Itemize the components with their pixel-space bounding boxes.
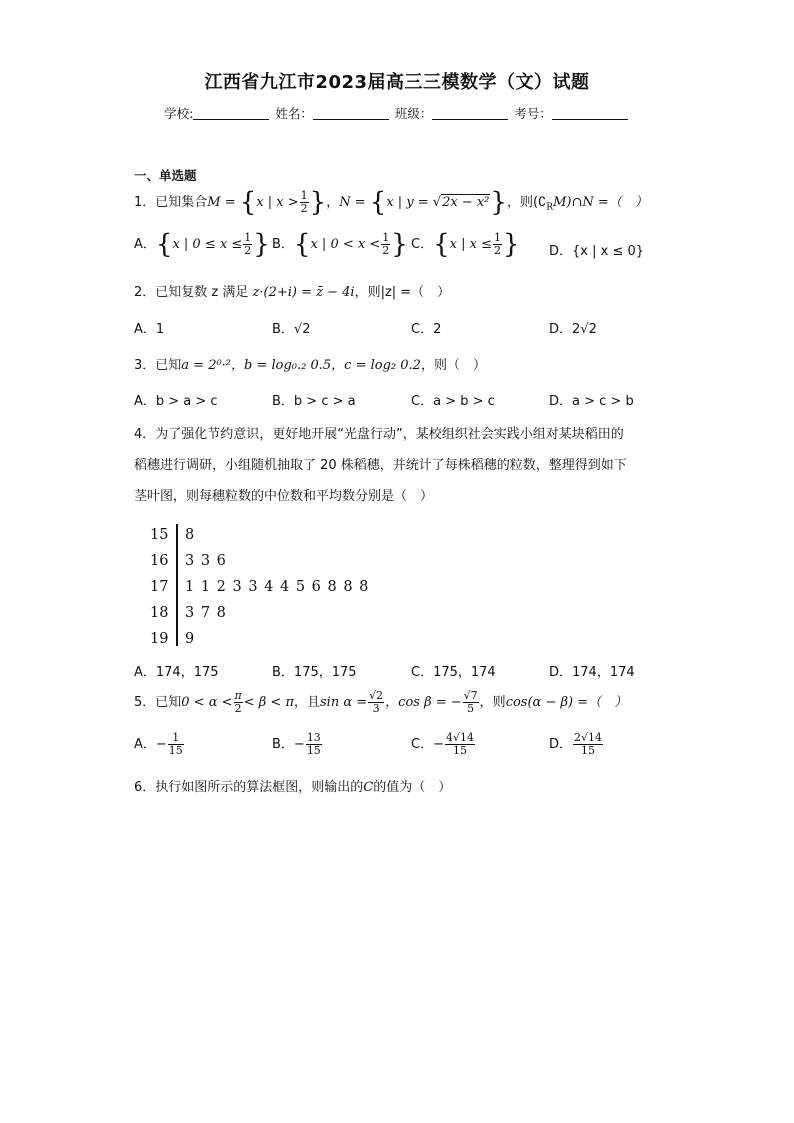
school-blank[interactable] xyxy=(193,107,269,120)
exam-number-label: 考号： xyxy=(514,106,552,121)
q4-option-d[interactable]: D．174，174 xyxy=(549,665,635,680)
q4-option-a[interactable]: A．174，175 xyxy=(134,665,219,680)
question-4-line-2: 稻穗进行调研，小组随机抽取了 20 株稻穗，并统计了每株稻穗的粒数，整理得到如下 xyxy=(134,458,627,473)
q5-option-b[interactable]: B．− $\frac{13}{15}$ xyxy=(272,731,321,757)
question-6: 6．执行如图所示的算法框图，则输出的C的值为（ ） xyxy=(134,780,452,795)
question-2: 2．已知复数 z 满足 z·(2+i) = z̄ − 4i，则|z| =（ ） xyxy=(134,285,451,300)
stem-row: 16 3 3 6 xyxy=(150,553,227,569)
q3-option-a[interactable]: A．b > a > c xyxy=(134,394,218,409)
q3-option-d[interactable]: D．a > c > b xyxy=(549,394,634,409)
stem-row: 19 9 xyxy=(150,631,196,647)
q5-option-c[interactable]: C．− $\frac{4√14}{15}$ xyxy=(411,731,474,757)
q5-option-d[interactable]: D． $\frac{2√14}{15}$ xyxy=(549,731,603,757)
stem-row: 18 3 7 8 xyxy=(150,605,227,621)
question-4-line-1: 4．为了强化节约意识，更好地开展“光盘行动”，某校组织社会实践小组对某块稻田的 xyxy=(134,427,624,442)
q3-option-b[interactable]: B．b > c > a xyxy=(272,394,356,409)
stem-leaf-divider xyxy=(176,524,178,646)
q2-option-a[interactable]: A．1 xyxy=(134,322,165,337)
stem-row: 15 8 xyxy=(150,527,196,543)
q5-option-a[interactable]: A．− $\frac{1}{15}$ xyxy=(134,731,183,757)
question-4-line-3: 茎叶图，则每穗粒数的中位数和平均数分别是（ ） xyxy=(134,489,434,504)
q1-option-d[interactable]: D．{x | x ≤ 0} xyxy=(549,244,645,259)
stem-row: 17 1 1 2 3 3 4 4 5 6 8 8 8 xyxy=(150,579,370,595)
q4-option-b[interactable]: B．175，175 xyxy=(272,665,357,680)
name-blank[interactable] xyxy=(313,107,389,120)
stem-leaf-plot xyxy=(150,522,369,652)
exam-number-blank[interactable] xyxy=(552,107,628,120)
name-label: 姓名： xyxy=(275,106,313,121)
q4-option-c[interactable]: C．175，174 xyxy=(411,665,496,680)
question-1: 1．已知集合M = {x | x > $\frac{1}{2}$ }，N = {x | y = √2x − x²}，则$(∁_RM)\cap N$ =（ ） xyxy=(134,187,648,218)
q2-option-b[interactable]: B．√2 xyxy=(272,322,311,337)
q2-option-c[interactable]: C．2 xyxy=(411,322,442,337)
question-3: 3．已知a = 2⁰·²，b = log₀.₂ 0.5，c = log₂ 0.2，则（ ） xyxy=(134,358,486,373)
question-5: 5．已知0 < α < $\frac{\pi}{2}$ < β < π，且sin α = $\frac{√2}{3}$ ，cos β = − $\frac{√7}{5}$ ，则cos(α − β) =（ ） xyxy=(134,689,628,715)
page-title: 江西省九江市2023届高三三模数学（文）试题 xyxy=(204,72,590,93)
q1-option-b[interactable]: B．{x | 0 < x < $\frac{1}{2}$ } xyxy=(272,229,408,260)
q2-option-d[interactable]: D．2√2 xyxy=(549,322,597,337)
q3-option-c[interactable]: C．a > b > c xyxy=(411,394,495,409)
school-label: 学校: xyxy=(164,106,194,121)
class-label: 班级： xyxy=(394,106,433,121)
section-heading: 一、单选题 xyxy=(134,168,197,183)
class-blank[interactable] xyxy=(432,107,508,120)
student-info-line xyxy=(0,104,794,122)
q1-option-c[interactable]: C．{x | x ≤ $\frac{1}{2}$ } xyxy=(411,229,520,260)
q1-option-a[interactable]: A．{x | 0 ≤ x ≤ $\frac{1}{2}$ } xyxy=(134,229,270,260)
